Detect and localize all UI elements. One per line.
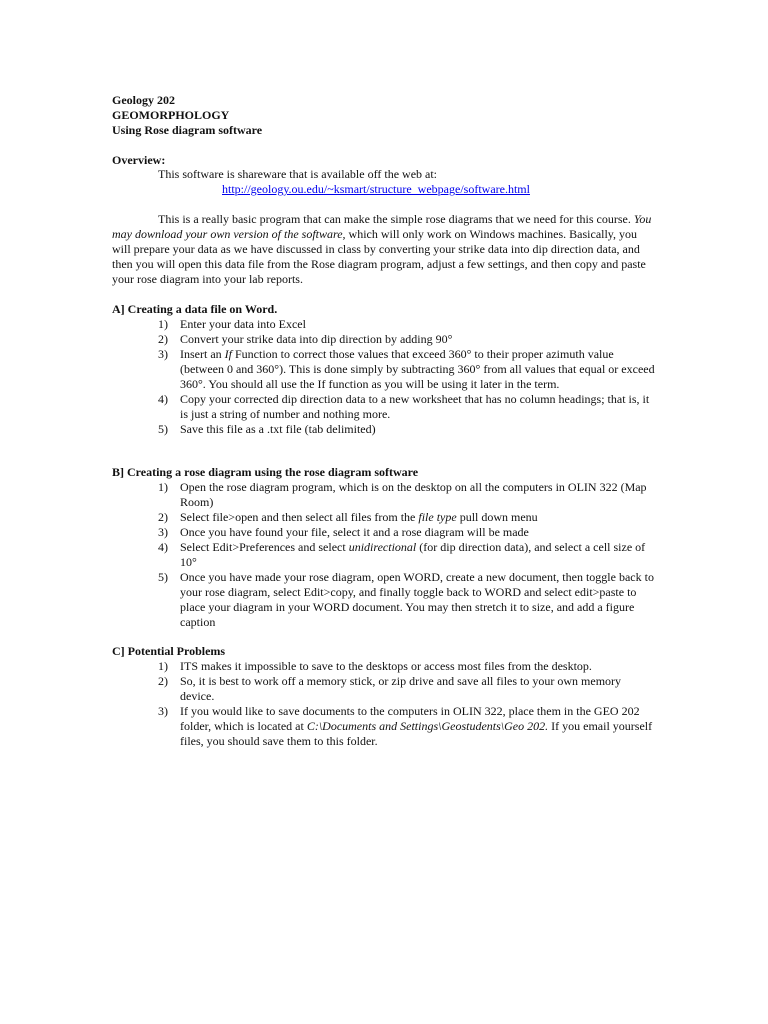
list-item: 5) Once you have made your rose diagram, open WORD, create a new document, then toggle back to your rose diagram, select Edit>copy, and finally toggle back to WORD and select edit>paste to place your diagram in your WORD document. You may then stretch it to size, and add a figure caption <box>158 570 654 629</box>
subject-title: GEOMORPHOLOGY <box>112 108 230 122</box>
paragraph-italic: You may download your own version of the software, <box>112 212 652 241</box>
document-header <box>112 93 262 138</box>
list-item: 2) Select file>open and then select all files from the file type pull down menu <box>158 510 538 524</box>
software-link[interactable]: http://geology.ou.edu/~ksmart/structure_webpage/software.html <box>222 182 530 196</box>
list-item: 3) If you would like to save documents to the computers in OLIN 322, place them in the GEO 202 folder, which is located at C:\Documents and Settings\Geostudents\Geo 202. If you email yourself files, you should save them to this folder. <box>158 704 653 748</box>
overview-heading: Overview: <box>112 153 166 167</box>
list-item: 2) Convert your strike data into dip direction by adding 90° <box>158 332 453 346</box>
overview-paragraph <box>112 212 657 287</box>
overview-intro: This software is shareware that is available off the web at: <box>158 167 438 181</box>
course-title: Geology 202 <box>112 93 175 107</box>
section-a-heading: A] Creating a data file on Word. <box>112 302 278 316</box>
list-item: 4) Copy your corrected dip direction data to a new worksheet that has no column headings; that is, it is just a string of number and nothing more. <box>158 392 650 421</box>
section-b-heading: B] Creating a rose diagram using the rose diagram software <box>112 465 419 479</box>
section-c-list <box>158 659 658 749</box>
topic-title: Using Rose diagram software <box>112 123 263 137</box>
list-item: 1) ITS makes it impossible to save to the desktops or access most files from the desktop. <box>158 659 592 673</box>
section-b-list <box>158 480 658 630</box>
list-item: 1) Enter your data into Excel <box>158 317 306 331</box>
section-a-list <box>158 317 658 437</box>
list-item: 4) Select Edit>Preferences and select unidirectional (for dip direction data), and select a cell size of 10° <box>158 540 646 569</box>
paragraph-text-2: which will only work on Windows machines. Basically, you will prepare your data as we have discussed in class by converting your strike data into dip direction data, and then you will open this data file from the Rose diagram program, adjust a few settings, and then copy and paste your rose diagram into your lab reports. <box>112 227 646 286</box>
list-item: 1) Open the rose diagram program, which is on the desktop on all the computers in OLIN 322 (Map Room) <box>158 480 647 509</box>
list-item: 5) Save this file as a .txt file (tab delimited) <box>158 422 376 436</box>
list-item: 3) Once you have found your file, select it and a rose diagram will be made <box>158 525 529 539</box>
list-item: 3) Insert an If Function to correct those values that exceed 360° to their proper azimuth value (between 0 and 360°). This is done simply by subtracting 360° from all values that equal or exceed 360°. You should all use the If function as you will be using it later in the term. <box>158 347 655 391</box>
list-item: 2) So, it is best to work off a memory stick, or zip drive and save all files to your own memory device. <box>158 674 622 703</box>
paragraph-text-1: This is a really basic program that can make the simple rose diagrams that we need for this course. <box>158 212 631 226</box>
section-c-heading: C] Potential Problems <box>112 644 226 658</box>
